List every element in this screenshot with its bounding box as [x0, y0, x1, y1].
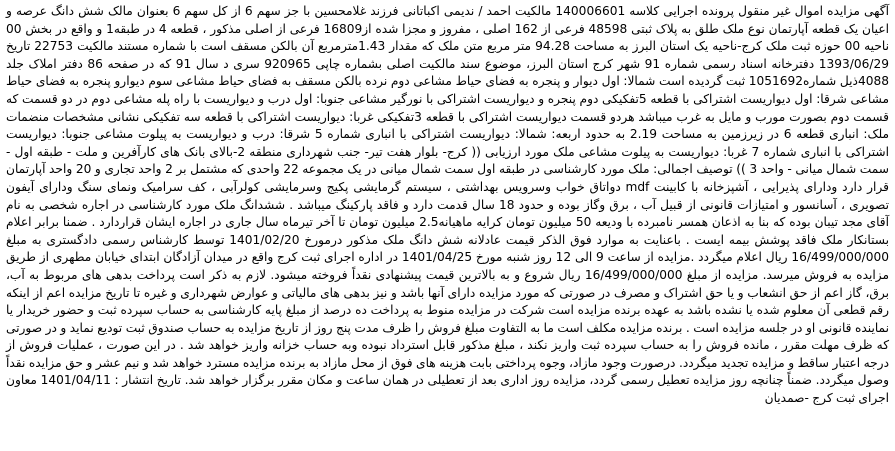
auction-notice-text: آگهی مزایده اموال غیر منقول پرونده اجرایی کلاسه 140006601 مالکیت احمد / ندیمی اکباتانی فرزند غلامحسین با جز سهم 6 از کل سهم 6 بعنوان مالک شش دانگ عرصه و اعیان یک قطعه آپارتمان نوع ملک طلق به پلاک ثبتی 48598 فرعی از 162 اصلی ، مفروز و مجزا شده از16809 فرعی از اصلی مذکور ، قطعه 4 در طبقه1 و واقع در بخش 00 ناحیه 00 حوزه ثبت ملک کرج-ناحیه یک استان البرز به مساحت 94.28 متر مربع متن ملک که مقدار 1.43مترمربع آن بالکن مسقف است با شماره مستند مالکیت 22753 تاریخ 1393/06/29 دفترخانه اسناد رسمی شماره 91 شهر کرج استان البرز، موضوع سند مالکیت اصلی بشماره چاپی 920965 سری د سال 91 که در صفحه 86 دفتر املاک جلد 4088ذیل شماره1051692 ثبت گردیده است شمالا: اول دیوار و پنجره به فضای حیاط مشاعی دوم نرده بالکن مسقف به فضای حیاط مشاعی سوم دیوارو پنجره به فضای حیاط مشاعی شرقا: اول دیواریست اشتراکی با قطعه 5تفکیکی دوم پنجره و دیواریست اشتراکی با نورگیر مشاعی جنوبا: اول درب و دیواریست با راه پله مشاعی دوم در دو قسمت که قسمت دوم بصورت مورب و مایل به غرب میباشد هردو قسمت دیواریست اشتراکی با قطعه 3تفکیکی غربا: دیواریست اشتراکی با قطعه سه تفکیکی نشانی مشخصات منضمات ملک: انباری قطعه 6 در زیرزمین به مساحت 2.19 به حدود اربعه: شمالا: دیواریست اشتراکی با انباری شماره 5 شرقا: درب و دیواریست به پیلوت مشاعی جنوبا: دیواریست اشتراکی با انباری شماره 7 غربا: دیواریست به پیلوت مشاعی ملک مورد ارزیابی (( کرج- بلوار هفت تیر- جنب شهرداری منطقه 2-بالای بانک های کارآفرین و ملت - طبقه اول - سمت شمال میانی - واحد 3 )) توصیف اجمالی: ملک مورد کارشناسی در طبقه اول سمت شمال میانی در یک مجموعه 22 واحدی که مشتمل بر 2 واحد تجاری و 20 واحد آپارتمان قرار دارد ودارای پذیرایی ، آشپزخانه با کابینت mdf دواتاق خواب وسرویس بهداشتی ، سیستم گرمایشی پکیج وسرمایشی کولرآبی ، کف سرامیک ونمای سنگ ودارای آیفون تصویری ، آسانسور و امتیازات قانونی از قبیل آب ، برق وگاز بوده و حدود 18 سال قدمت دارد و فاقد پارکینگ میباشد . ششدانگ ملک مورد کارشناسی در اجاره شخصی به نام آقای مجد تیبان بوده که بنا به اذعان همسر نامبرده با ودیعه 50 میلیون تومان کرایه ماهیانه2.5 میلیون تومان تا آخر تیرماه سال جاری در اجاره ایشان قراردارد . ضمنا برابر اعلام بستانکار ملک فاقد پوشش بیمه ایست . باعنایت به موارد فوق الذکر قیمت عادلانه شش دانگ ملک مذکور درمورخ 1401/02/20 توسط کارشناس رسمی دادگستری به مبلغ 16/499/000/000 ریال اعلام میگردد .مزایده از ساعت 9 الی 12 روز شنبه مورخ 1401/04/25 در اداره اجرای ثبت کرج واقع در میدان آزادگان ابتدای خیابان مطهری از طریق مزایده به فروش میرسد. مزایده از مبلغ 16/499/000/000 ریال شروع و به بالاترین قیمت پیشنهادی نقداً فروخته میشود. لازم به ذکر است پرداخت بدهی های مربوط به آب، برق، گاز اعم از حق انشعاب و یا حق اشتراک و مصرف در صورتی که مورد مزایده دارای آنها باشد و نیز بدهی های مالیاتی و عوارض شهرداری و غیره تا تاریخ مزایده اعم از اینکه رقم قطعی آن معلوم شده یا نشده باشد به عهده برنده مزایده است شرکت در مزایده منوط به پرداخت ده درصد از مبلغ پایه کارشناسی به حساب سپرده ثبت و حضور خریدار یا نماینده قانونی او در جلسه مزایده است . برنده مزایده مکلف است ما به التفاوت مبلغ فروش را ظرف مدت پنج روز از تاریخ مزایده به حساب صندوق ثبت تودیع نماید و در صورتی که ظرف مهلت مقرر ، مانده فروش را به حساب سپرده ثبت واریز نکند ، مبلغ مذکور قابل استرداد نبوده وبه حساب خزانه واریز خواهد شد . در این صورت ، عملیات فروش از درجه اعتبار ساقط و مزایده تجدید میگردد. درصورت وجود مازاد، وجوه پرداختی بابت هزینه های فوق از محل مازاد به برنده مزایده مسترد خواهد شد و نیم عشر و حق مزایده نقداً وصول میگردد. ضمناً چنانچه روز مزایده تعطیل رسمی گردد، مزایده روز اداری بعد از تعطیلی در همان ساعت و مکان مقرر برگزار خواهد شد. تاریخ انتشار : 1401/04/11 معاون اجرای ثبت کرج -صمدیان — [6, 4, 890, 406]
